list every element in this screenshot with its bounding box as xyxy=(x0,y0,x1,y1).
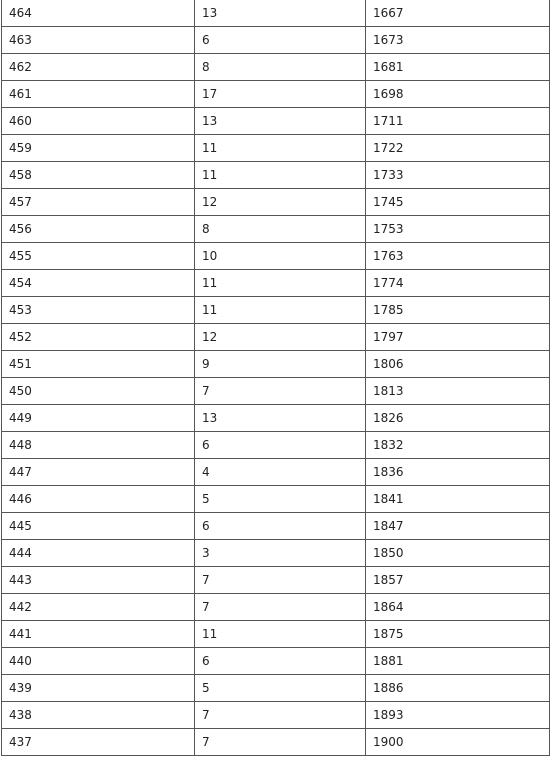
count-cell: 11 xyxy=(195,297,366,324)
score-cell: 458 xyxy=(2,162,195,189)
count-cell: 7 xyxy=(195,594,366,621)
table-row xyxy=(2,702,550,729)
count-cell: 4 xyxy=(195,459,366,486)
score-table xyxy=(1,0,550,756)
table-row xyxy=(2,540,550,567)
cumulative-cell: 1864 xyxy=(366,594,550,621)
score-cell: 453 xyxy=(2,297,195,324)
table-row xyxy=(2,216,550,243)
score-table-body xyxy=(2,0,550,756)
cumulative-cell: 1850 xyxy=(366,540,550,567)
score-cell: 455 xyxy=(2,243,195,270)
cumulative-cell: 1900 xyxy=(366,729,550,756)
score-cell: 447 xyxy=(2,459,195,486)
table-row xyxy=(2,189,550,216)
table-row xyxy=(2,459,550,486)
cumulative-cell: 1722 xyxy=(366,135,550,162)
cumulative-cell: 1753 xyxy=(366,216,550,243)
count-cell: 17 xyxy=(195,81,366,108)
count-cell: 13 xyxy=(195,108,366,135)
count-cell: 12 xyxy=(195,324,366,351)
score-cell: 446 xyxy=(2,486,195,513)
score-cell: 461 xyxy=(2,81,195,108)
cumulative-cell: 1667 xyxy=(366,0,550,27)
cumulative-cell: 1857 xyxy=(366,567,550,594)
table-row xyxy=(2,675,550,702)
cumulative-cell: 1893 xyxy=(366,702,550,729)
count-cell: 7 xyxy=(195,378,366,405)
count-cell: 8 xyxy=(195,54,366,81)
count-cell: 11 xyxy=(195,135,366,162)
score-cell: 437 xyxy=(2,729,195,756)
table-row xyxy=(2,621,550,648)
table-row xyxy=(2,513,550,540)
score-cell: 449 xyxy=(2,405,195,432)
cumulative-cell: 1698 xyxy=(366,81,550,108)
cumulative-cell: 1886 xyxy=(366,675,550,702)
table-row xyxy=(2,729,550,756)
count-cell: 11 xyxy=(195,621,366,648)
cumulative-cell: 1881 xyxy=(366,648,550,675)
table-row xyxy=(2,405,550,432)
table-row xyxy=(2,486,550,513)
cumulative-cell: 1836 xyxy=(366,459,550,486)
score-cell: 452 xyxy=(2,324,195,351)
table-row xyxy=(2,108,550,135)
score-cell: 459 xyxy=(2,135,195,162)
count-cell: 11 xyxy=(195,162,366,189)
table-row xyxy=(2,243,550,270)
count-cell: 8 xyxy=(195,216,366,243)
table-row xyxy=(2,432,550,459)
cumulative-cell: 1832 xyxy=(366,432,550,459)
score-cell: 440 xyxy=(2,648,195,675)
cumulative-cell: 1733 xyxy=(366,162,550,189)
table-row xyxy=(2,648,550,675)
score-cell: 460 xyxy=(2,108,195,135)
table-row xyxy=(2,81,550,108)
table-row xyxy=(2,27,550,54)
count-cell: 6 xyxy=(195,27,366,54)
count-cell: 7 xyxy=(195,567,366,594)
table-row xyxy=(2,135,550,162)
cumulative-cell: 1875 xyxy=(366,621,550,648)
count-cell: 7 xyxy=(195,702,366,729)
table-row xyxy=(2,378,550,405)
cumulative-cell: 1745 xyxy=(366,189,550,216)
score-cell: 463 xyxy=(2,27,195,54)
count-cell: 13 xyxy=(195,405,366,432)
count-cell: 11 xyxy=(195,270,366,297)
score-cell: 448 xyxy=(2,432,195,459)
cumulative-cell: 1763 xyxy=(366,243,550,270)
score-cell: 444 xyxy=(2,540,195,567)
table-row xyxy=(2,351,550,378)
count-cell: 6 xyxy=(195,648,366,675)
count-cell: 7 xyxy=(195,729,366,756)
cumulative-cell: 1681 xyxy=(366,54,550,81)
table-row xyxy=(2,54,550,81)
score-cell: 439 xyxy=(2,675,195,702)
count-cell: 10 xyxy=(195,243,366,270)
cumulative-cell: 1806 xyxy=(366,351,550,378)
count-cell: 5 xyxy=(195,675,366,702)
table-row xyxy=(2,162,550,189)
count-cell: 3 xyxy=(195,540,366,567)
cumulative-cell: 1813 xyxy=(366,378,550,405)
count-cell: 6 xyxy=(195,432,366,459)
score-cell: 456 xyxy=(2,216,195,243)
cumulative-cell: 1797 xyxy=(366,324,550,351)
score-cell: 441 xyxy=(2,621,195,648)
score-cell: 442 xyxy=(2,594,195,621)
score-cell: 462 xyxy=(2,54,195,81)
count-cell: 12 xyxy=(195,189,366,216)
score-cell: 445 xyxy=(2,513,195,540)
cumulative-cell: 1711 xyxy=(366,108,550,135)
cumulative-cell: 1774 xyxy=(366,270,550,297)
cumulative-cell: 1826 xyxy=(366,405,550,432)
count-cell: 6 xyxy=(195,513,366,540)
cumulative-cell: 1841 xyxy=(366,486,550,513)
count-cell: 9 xyxy=(195,351,366,378)
score-cell: 457 xyxy=(2,189,195,216)
table-row xyxy=(2,324,550,351)
score-cell: 464 xyxy=(2,0,195,27)
count-cell: 13 xyxy=(195,0,366,27)
score-cell: 450 xyxy=(2,378,195,405)
score-cell: 443 xyxy=(2,567,195,594)
score-cell: 438 xyxy=(2,702,195,729)
table-row xyxy=(2,567,550,594)
table-row xyxy=(2,594,550,621)
cumulative-cell: 1847 xyxy=(366,513,550,540)
score-cell: 451 xyxy=(2,351,195,378)
count-cell: 5 xyxy=(195,486,366,513)
cumulative-cell: 1785 xyxy=(366,297,550,324)
table-row xyxy=(2,0,550,27)
table-row xyxy=(2,270,550,297)
score-cell: 454 xyxy=(2,270,195,297)
table-row xyxy=(2,297,550,324)
cumulative-cell: 1673 xyxy=(366,27,550,54)
